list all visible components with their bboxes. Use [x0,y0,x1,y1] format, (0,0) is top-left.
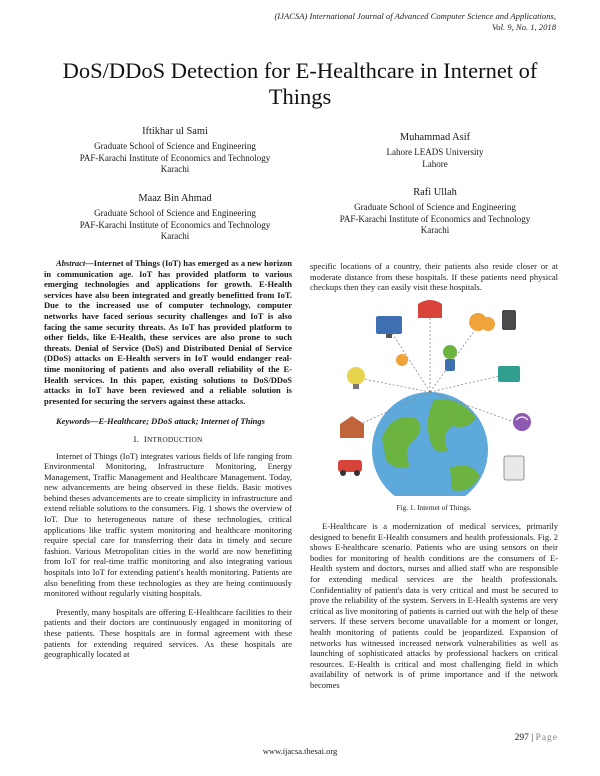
journal-url: www.ijacsa.thesai.org [262,746,338,756]
phone-icon [502,310,516,330]
page-label: Page [535,733,558,743]
author-affiliation: PAF-Karachi Institute of Economics and Technology [79,152,271,163]
body-paragraph: Presently, many hospitals are offering E-Healthcare facilities to their patients and their doctors are continuously engaged in monitoring of these patients. These hospitals are in formal agreement with these patients for extending required services. As these hospitals are geographically located at [44,606,292,660]
journal-header [274,11,556,33]
camera-icon [396,354,408,366]
right-column-bottom [310,521,558,699]
keywords-label: Keywords [56,416,90,427]
section-number: I. [133,433,139,444]
section-title-initial: I [143,433,147,444]
author-name: Iftikhar ul Sami [142,126,208,137]
body-paragraph: E-Healthcare is a modernization of medical services, primarily designed to benefit E-Health consumers and health professionals. Fig. 2 shows E-healthcare scenario. Patients who are using sensors on their bodies for monitoring of health conditions are the consumers of E-Health system and doctors, nurses and allied staff who are responsible for extending medical services are the health professionals. Confidentiality of patient's data is very critical and must be secured to prove the reliability of the system. Servers in E-Health systems are very critical as live monitoring of patients is carried out with the help of these servers. If these servers become unavailable for a moment or longer, health monitoring of patients could be jeopardized. Expansion of networks has witnessed increased network vulnerabilities as well as launching of sophisticated attacks by professional hackers on critical resources. E-Health is critical and most challenging field in which availability of network is of prime importance and if the network becomes [310,521,558,690]
iot-illustration-figure [330,300,540,500]
author-city: Karachi [420,225,450,235]
page-separator: | [528,733,536,743]
paper-title: DoS/DDoS Detection for E-Healthcare in Internet of Things [62,58,538,109]
author-affiliation: Graduate School of Science and Engineering [354,202,516,212]
monitor-icon [376,316,402,334]
journal-volume-line: Vol. 9, No. 1, 2018 [492,22,556,32]
section-heading-introduction [44,434,292,446]
house-icon [340,416,364,438]
page-number [515,733,558,743]
author-block-4 [310,186,560,237]
page-number-value: 297 [514,733,529,743]
author-affiliation: Lahore LEADS University [386,147,484,157]
appliance-icon [504,456,524,480]
abstract-label: Abstract [56,258,86,268]
tablet-icon [498,366,520,382]
right-column-top [310,261,558,293]
keywords-text: —E-Healthcare; DDoS attack; Internet of Things [90,416,265,427]
author-name: Maaz Bin Ahmad [138,193,212,204]
abstract [44,258,292,406]
author-city: Karachi [160,231,190,241]
author-block-3 [40,192,310,243]
keywords [44,416,292,427]
speech-bubble-icon [418,300,442,318]
section-title-rest: NTRODUCTION [146,434,203,444]
author-affiliation: PAF-Karachi Institute of Economics and Technology [339,213,531,224]
author-block-1 [40,125,310,176]
author-affiliation: Graduate School of Science and Engineering [94,141,256,151]
author-block-2 [310,131,560,170]
author-city: Karachi [160,164,190,174]
body-paragraph: specific locations of a country, their patients also reside closer or at moderate distance from these hospitals. If these patients need physical checkups then they can easily visit these hospitals. [310,261,558,293]
figure-caption: Fig. 1. Internet of Things. [396,503,472,512]
abstract-text: —Internet of Things (IoT) has emerged as a new horizon in communication age. IoT has provided platform to various emerging technologies and applications for growth. E-Health services have also been integrated and greatly benefitted from IoT. Due to the increased use of computer technology, computer networks have faced serious security challenges and IoT is also facing the same security threats. As IoT has provided platform to other fields, like E-Health, these services are also prone to such threats. Denial of Service (DoS) and Distributed Denial of Service (DDoS) attacks on E-Health servers in IoT would endanger real-time monitoring of patients and also overall reliability of the E-Health services. In this paper, existing solutions to DoS/DDoS attacks in IoT have been reviewed and a reliable solution is presented for securing the servers against these attacks. [44,258,292,406]
wifi-icon [513,413,531,431]
author-affiliation: Graduate School of Science and Engineering [94,208,256,218]
author-name: Rafi Ullah [413,187,457,198]
author-name: Muhammad Asif [399,132,471,143]
author-city: Lahore [422,158,448,169]
body-paragraph: Internet of Things (IoT) integrates various fields of life ranging from Environmental Monitoring, Infrastructure Monitoring, Energy Management, Traffic Management and Healthcare Management. Today, new advancements are being observed in these fields. Basic motives behind theses advancements are to create simplicity in infrastructure and extend reliable solutions to the consumers. Fig. 1 shows the overview of IoT. Due to heterogeneous nature of these technologies, critical applications like traffic system monitoring and healthcare monitoring require special care for transferring their data in timely and secure fashion. Various Metropolitan cities in the world are now benefitting from IoT for real-time traffic monitoring and also integrating various hospitals into IoT for extending patient's health monitoring. Patients are also benefiting from these technologies as they are being continuously monitored without regularly visiting hospitals. [44,450,292,599]
car-icon [338,460,362,472]
author-affiliation: PAF-Karachi Institute of Economics and Technology [79,219,271,230]
journal-name-line: (IJACSA) International Journal of Advanced Computer Science and Applications, [274,11,556,21]
left-column [44,258,292,668]
person-icon [443,345,457,359]
lightbulb-icon [347,367,365,385]
